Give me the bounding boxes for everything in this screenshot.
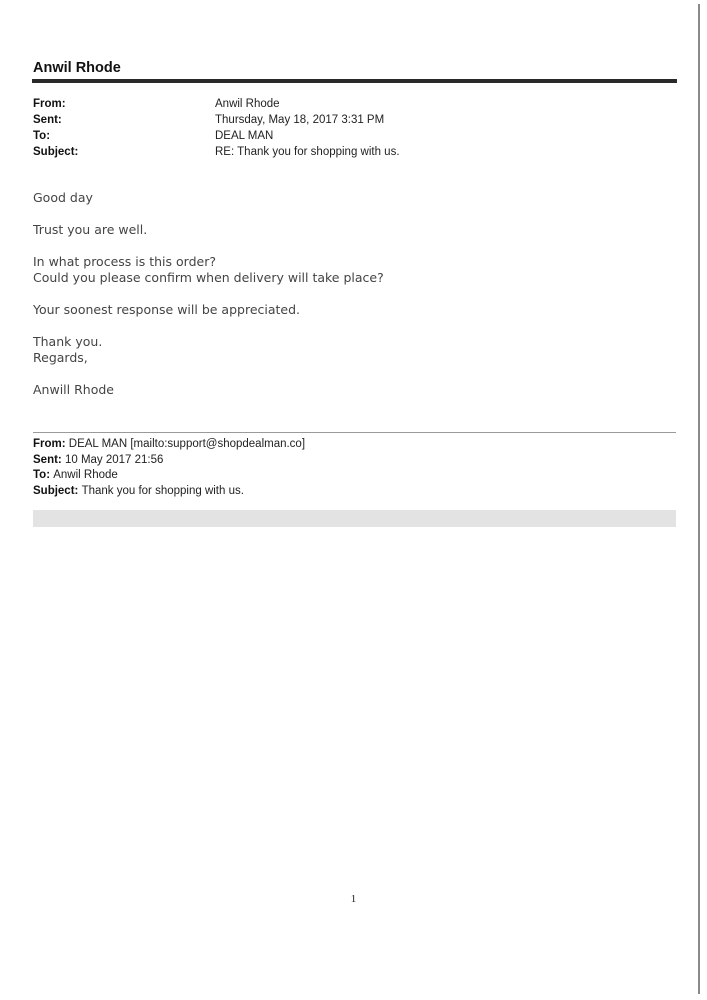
response-request-text: Your soonest response will be appreciated.: [33, 302, 301, 317]
signature-text: Anwill Rhode: [33, 382, 114, 397]
original-subject-value: Thank you for shopping with us.: [81, 484, 244, 497]
original-subject-row: [33, 484, 673, 500]
original-from-label: From:: [33, 438, 69, 450]
closing-paragraph: [33, 334, 673, 366]
page-number: 1: [350, 893, 357, 905]
reply-subject-value: RE: Thank you for shopping with us.: [215, 146, 400, 158]
reply-to-row: [33, 128, 673, 144]
regards-text: Regards,: [33, 350, 88, 365]
delivery-question: Could you please confirm when delivery will take place?: [33, 270, 384, 285]
reply-to-value: DEAL MAN: [215, 130, 274, 142]
original-to-label: To:: [33, 469, 54, 481]
message-body: [33, 190, 673, 414]
reply-sent-row: [33, 112, 673, 128]
original-sent-value: 10 May 2017 21:56: [64, 453, 164, 466]
original-from-value: DEAL MAN [mailto:support@shopdealman.co]: [68, 438, 306, 450]
reply-from-row: [33, 96, 673, 112]
response-paragraph: [33, 302, 673, 318]
original-from-row: [33, 437, 673, 453]
reply-sent-value: Thursday, May 18, 2017 3:31 PM: [215, 114, 385, 126]
title-divider: [32, 79, 677, 83]
page-edge-line: [698, 4, 700, 994]
question-paragraph: [33, 254, 673, 286]
order-process-question: In what process is this order?: [33, 254, 216, 269]
reply-header: [33, 96, 673, 160]
reply-subject-label: Subject:: [33, 146, 79, 158]
reply-subject-row: [33, 144, 673, 160]
greeting-text: Good day: [33, 190, 93, 205]
document-title: Anwil Rhode: [33, 60, 121, 76]
reply-sent-label: Sent:: [33, 114, 62, 126]
reply-to-label: To:: [33, 130, 51, 142]
redacted-content-band: [33, 510, 676, 527]
original-to-row: [33, 468, 673, 484]
reply-from-label: From:: [33, 98, 66, 110]
original-to-value: Anwil Rhode: [53, 469, 118, 481]
thanks-text: Thank you.: [33, 334, 103, 349]
original-message-header: [33, 437, 673, 499]
original-subject-label: Subject:: [33, 484, 82, 497]
wellbeing-paragraph: [33, 222, 673, 238]
original-message-divider: [33, 432, 676, 433]
reply-from-value: Anwil Rhode: [215, 98, 280, 110]
original-sent-row: [33, 453, 673, 469]
signature-paragraph: [33, 382, 673, 398]
greeting-paragraph: [33, 190, 673, 206]
original-sent-label: Sent:: [33, 453, 65, 466]
wellbeing-text: Trust you are well.: [33, 222, 148, 237]
